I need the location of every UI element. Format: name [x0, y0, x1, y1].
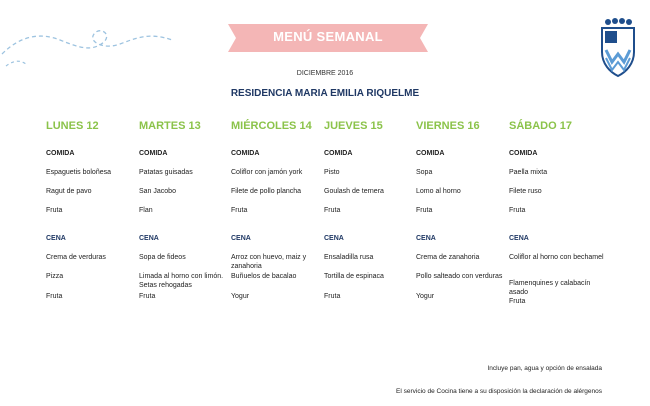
title-banner [228, 22, 428, 54]
footer-note-bread: Incluye pan, agua y opción de ensalada [487, 365, 602, 372]
dish: Pollo salteado con verduras [416, 273, 503, 280]
comida-label: COMIDA [231, 150, 260, 157]
cena-label: CENA [231, 235, 251, 242]
comida-label: COMIDA [509, 150, 538, 157]
dish: Tortilla de espinaca [324, 273, 384, 280]
dish: Fruta [509, 298, 526, 305]
dish: Coliflor al horno con bechamel [509, 254, 604, 261]
cena-label: CENA [139, 235, 159, 242]
dish: Ragut de pavo [46, 188, 92, 195]
day-column [231, 120, 327, 300]
dish: Fruta [139, 293, 156, 300]
dish: San Jacobo [139, 188, 176, 195]
cena-label: CENA [416, 235, 436, 242]
cena-label: CENA [46, 235, 66, 242]
day-name: SÁBADO 17 [509, 120, 572, 132]
dish: Fruta [231, 207, 248, 214]
cena-label: CENA [324, 235, 344, 242]
dish: Ensaladilla rusa [324, 254, 374, 261]
page-title: MENÚ SEMANAL [273, 29, 383, 44]
dish: Fruta [46, 293, 63, 300]
dish: Buñuelos de bacalao [231, 273, 297, 280]
footer-note-allergens: El servicio de Cocina tiene a su disposición la declaración de alérgenos [396, 388, 602, 395]
dish: Flamenquines y calabacín asado [509, 280, 591, 296]
day-name: LUNES 12 [46, 120, 99, 132]
dish: Limada al horno con limón. Setas rehogadas [139, 273, 224, 289]
dish: Flan [139, 207, 153, 214]
dish: Filete ruso [509, 188, 542, 195]
dish: Lomo al horno [416, 188, 461, 195]
dish: Fruta [46, 207, 63, 214]
residence-name: RESIDENCIA MARIA EMILIA RIQUELME [230, 88, 420, 99]
dish: Fruta [509, 207, 526, 214]
dish: Coliflor con jamón york [231, 169, 303, 176]
comida-label: COMIDA [46, 150, 75, 157]
dish: Goulash de ternera [324, 188, 384, 195]
comida-label: COMIDA [324, 150, 353, 157]
dish: Patatas guisadas [139, 169, 193, 176]
dish: Yogur [231, 293, 250, 300]
comida-label: COMIDA [139, 150, 168, 157]
dish: Pisto [324, 169, 340, 176]
dish: Sopa de fideos [139, 254, 186, 261]
dish: Crema de verduras [46, 254, 106, 261]
day-column [416, 120, 512, 300]
menu-date: DICIEMBRE 2016 [296, 70, 354, 77]
cena-label: CENA [509, 235, 529, 242]
dish: Pizza [46, 273, 64, 280]
dish: Arroz con huevo, maiz y zanahoria [231, 254, 307, 270]
dish: Sopa [416, 169, 433, 176]
day-column [324, 120, 420, 300]
dish: Yogur [416, 293, 435, 300]
day-name: MIÉRCOLES 14 [231, 120, 312, 132]
day-name: VIERNES 16 [416, 120, 480, 132]
dish: Filete de pollo plancha [231, 188, 302, 195]
dish: Fruta [324, 293, 341, 300]
dish: Fruta [324, 207, 341, 214]
dish: Espaguetis boloñesa [46, 169, 111, 176]
day-column [46, 120, 142, 300]
day-column [139, 120, 235, 300]
school-crest-logo [598, 18, 638, 78]
day-name: MARTES 13 [139, 120, 201, 132]
dish: Crema de zanahoria [416, 254, 480, 261]
comida-label: COMIDA [416, 150, 445, 157]
day-name: JUEVES 15 [324, 120, 383, 132]
dashed-curve-icon [0, 14, 190, 74]
dish: Fruta [416, 207, 433, 214]
dish: Paella mixta [509, 169, 548, 176]
day-column [509, 120, 605, 305]
